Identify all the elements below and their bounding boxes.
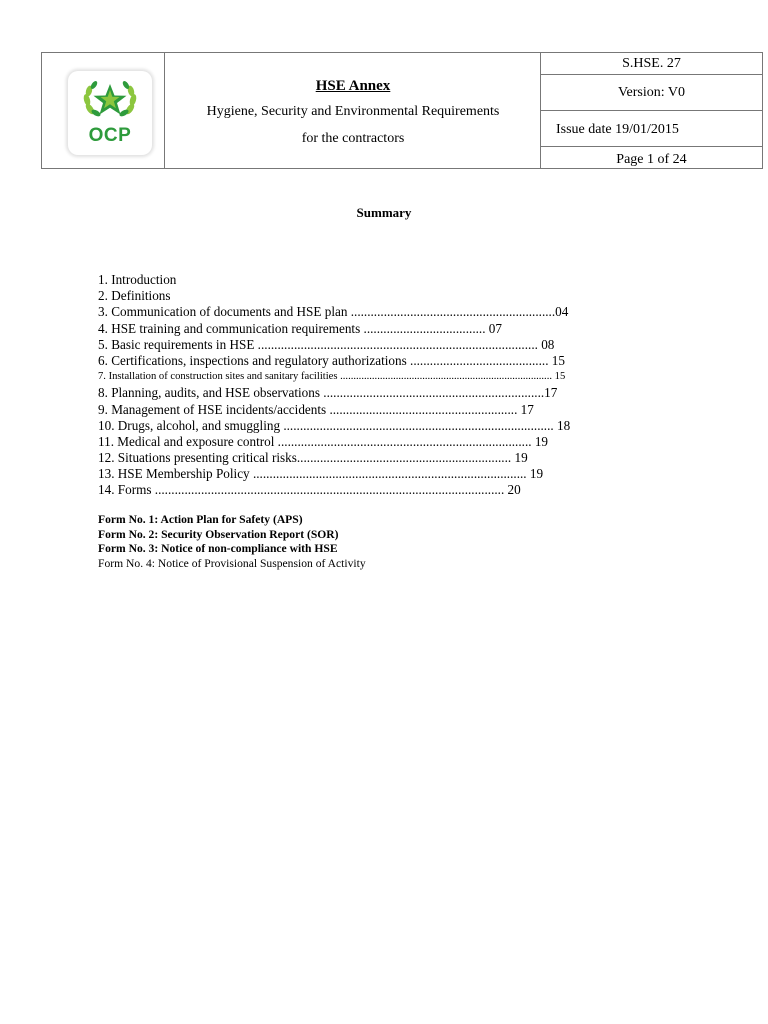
toc-entry: 11. Medical and exposure control ............................................................................. 19 [98, 433, 549, 449]
ocp-logo [68, 71, 152, 155]
header-divider [540, 74, 762, 75]
header-divider [540, 146, 762, 147]
toc-entry: 4. HSE training and communication requirements ..................................... 07 [98, 320, 502, 336]
toc-entry: 5. Basic requirements in HSE ..................................................................................... 08 [98, 336, 555, 352]
toc-entry: 3. Communication of documents and HSE plan ..............................................................04 [98, 304, 569, 320]
logo-wordmark: OCP [88, 125, 132, 146]
page-number: Page 1 of 24 [616, 152, 687, 167]
header-title-cell [166, 53, 540, 168]
table-of-contents [98, 272, 658, 499]
toc-entry: 8. Planning, audits, and HSE observations ...................................................................17 [98, 385, 558, 401]
issue-date: Issue date 19/01/2015 [556, 122, 679, 137]
document-code: S.HSE. 27 [622, 56, 681, 71]
toc-entry: 9. Management of HSE incidents/accidents ......................................................... 17 [98, 401, 534, 417]
toc-entry: 14. Forms .......................................................................................................... 20 [98, 482, 521, 498]
toc-entry: 12. Situations presenting critical risks................................................................. 19 [98, 450, 528, 466]
header-divider [540, 110, 762, 111]
document-subtitle: for the contractors [301, 131, 405, 146]
form-entry: Form No. 1: Action Plan for Safety (APS) [98, 513, 303, 526]
toc-entry: 1. Introduction [98, 272, 177, 287]
forms-list [98, 513, 366, 571]
document-version: Version: V0 [617, 85, 686, 100]
toc-entry: 7. Installation of construction sites and sanitary facilities ................................................................................ 15 [98, 371, 566, 383]
form-entry: Form No. 2: Security Observation Report (SOR) [98, 527, 339, 541]
header-divider [164, 53, 165, 168]
form-entry: Form No. 3: Notice of non-compliance with HSE [98, 542, 338, 555]
toc-entry: 6. Certifications, inspections and regulatory authorizations .......................................... 15 [98, 352, 565, 368]
document-header-table [41, 52, 763, 169]
form-entry: Form No. 4: Notice of Provisional Suspension of Activity [98, 556, 366, 570]
document-title: HSE Annex [315, 78, 391, 94]
summary-heading: Summary [356, 205, 412, 220]
document-subtitle: Hygiene, Security and Environmental Requirements [206, 104, 500, 119]
toc-entry: 10. Drugs, alcohol, and smuggling .................................................................................. 18 [98, 417, 571, 433]
toc-entry: 13. HSE Membership Policy ................................................................................... 19 [98, 466, 544, 482]
toc-entry: 2. Definitions [98, 288, 171, 304]
